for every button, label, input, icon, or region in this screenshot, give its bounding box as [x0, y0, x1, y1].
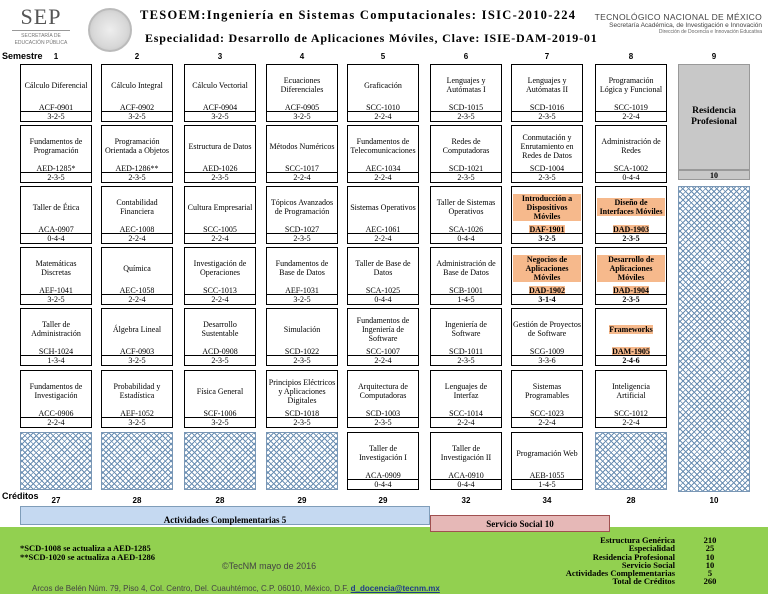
course-card[interactable]	[266, 125, 338, 183]
course-code: AEC-1061	[365, 225, 401, 234]
course-name: Taller de Investigación I	[359, 444, 407, 462]
course-card[interactable]	[20, 186, 92, 244]
residencia-hatched-area	[678, 186, 750, 492]
course-card[interactable]	[266, 186, 338, 244]
course-credits: 2-3-5	[431, 172, 501, 182]
course-name: Taller de Sistemas Operativos	[436, 198, 496, 216]
course-name: Conmutación y Enrutamiento en Redes de Datos	[520, 132, 574, 160]
summary-values	[690, 536, 730, 586]
course-code: AEC-1008	[119, 225, 155, 234]
summary-value: 10	[705, 559, 715, 570]
summary-value: 25	[705, 543, 715, 554]
course-card[interactable]	[101, 370, 173, 428]
course-code: SCA-1025	[365, 286, 401, 295]
semester-number: 3	[217, 52, 223, 61]
course-card[interactable]	[20, 125, 92, 183]
course-card[interactable]	[20, 64, 92, 122]
course-card[interactable]	[184, 247, 256, 305]
course-name: Taller de Investigación II	[440, 444, 492, 462]
summary-value: 10	[705, 551, 715, 562]
course-code: AEF-1031	[285, 286, 319, 295]
course-code: AED-1026	[202, 164, 238, 173]
course-card[interactable]	[430, 308, 502, 366]
course-name: Investigación de Operaciones	[193, 259, 247, 277]
course-code: ACC-0906	[38, 409, 74, 418]
course-credits: 2-2-4	[596, 111, 666, 121]
course-name	[513, 251, 581, 285]
course-code-highlight: DAD-1903	[613, 225, 649, 234]
course-name: Taller de Administración	[31, 320, 81, 338]
residencia-profesional: Residencia Profesional	[678, 64, 750, 170]
summary-value: 210	[703, 535, 717, 545]
course-name: Inteligencia Artificial	[612, 382, 650, 400]
course-name: Lenguajes y Autómatas I	[446, 76, 486, 94]
credits-label: Créditos	[2, 491, 39, 501]
course-code: AEC-1058	[119, 286, 155, 295]
course-card[interactable]	[266, 370, 338, 428]
empty-hatched-cell	[101, 432, 173, 490]
course-name: Estructura de Datos	[188, 141, 252, 151]
page-title: TESOEM:Ingeniería en Sistemas Computacionales: ISIC-2010-224	[140, 8, 577, 22]
course-credits: 2-2-4	[21, 417, 91, 427]
course-code: SCC-1019	[614, 103, 648, 112]
course-name: Taller de Ética	[32, 202, 80, 212]
course-card[interactable]	[347, 308, 419, 366]
course-credits: 0-4-4	[348, 294, 418, 304]
course-code: SCD-1022	[284, 347, 320, 356]
course-credits: 3-2-5	[185, 111, 255, 121]
summary-label: Total de Créditos	[612, 576, 675, 587]
course-name: Taller de Base de Datos	[355, 259, 411, 277]
course-name: Tópicos Avanzados de Programación	[270, 198, 334, 216]
course-credits: 3-2-5	[102, 417, 172, 427]
course-card[interactable]	[347, 432, 419, 490]
course-card[interactable]	[595, 308, 667, 366]
course-name: Simulación	[283, 324, 321, 334]
course-card[interactable]	[430, 64, 502, 122]
tecnm-logo	[595, 12, 762, 35]
course-name: Gestión de Proyectos de Software	[513, 320, 581, 338]
course-name: Cultura Empresarial	[187, 202, 253, 212]
summary-label: Estructura Genérica	[600, 535, 675, 545]
course-code: SCA-1002	[613, 164, 649, 173]
course-card[interactable]	[511, 432, 583, 490]
semester-number: 8	[628, 52, 634, 61]
course-card[interactable]	[347, 125, 419, 183]
course-credits: 3-2-5	[267, 294, 337, 304]
course-card[interactable]	[184, 125, 256, 183]
course-code: SCD-1015	[448, 103, 484, 112]
course-code: ACA-0910	[448, 471, 484, 480]
semester-number: 1	[53, 52, 59, 61]
empty-hatched-cell	[20, 432, 92, 490]
course-name: Cálculo Integral	[111, 80, 163, 90]
course-name	[513, 190, 581, 224]
course-name: Lenguajes de Interfaz	[444, 382, 488, 400]
course-credits: 2-3-5	[21, 172, 91, 182]
course-name: Probabilidad y Estadística	[113, 382, 161, 400]
course-card[interactable]	[430, 247, 502, 305]
summary-label: Actividades Complementarias	[565, 568, 675, 579]
course-code: SCC-1010	[366, 103, 400, 112]
course-credits: 2-2-4	[512, 417, 582, 427]
course-credits: 2-4-6	[596, 355, 666, 365]
course-card[interactable]	[347, 370, 419, 428]
summary-label: Especialidad	[628, 543, 675, 554]
course-credits: 2-2-4	[102, 294, 172, 304]
course-code: SCH-1024	[38, 347, 74, 356]
course-card[interactable]	[347, 186, 419, 244]
course-credits: 2-3-5	[348, 417, 418, 427]
course-card[interactable]	[184, 370, 256, 428]
course-credits: 2-2-4	[348, 355, 418, 365]
course-name: Arquitectura de Computadoras	[358, 382, 408, 400]
course-card[interactable]	[511, 186, 583, 244]
semester-number: 6	[463, 52, 469, 61]
course-card[interactable]	[347, 247, 419, 305]
address-text: Arcos de Belén Núm. 79, Piso 4, Col. Centro, Del. Cuauhtémoc, C.P. 06010, México, D.F.	[32, 584, 351, 593]
course-name: Programación Orientada a Objetos	[105, 137, 169, 155]
course-credits: 2-3-5	[267, 417, 337, 427]
course-credits: 2-3-5	[512, 111, 582, 121]
course-code: SCB-1001	[449, 286, 483, 295]
course-card[interactable]	[347, 64, 419, 122]
course-name: Principios Eléctricos y Aplicaciones Digitales	[268, 377, 336, 405]
course-name: Sistemas Programables	[525, 382, 569, 400]
course-credits: 0-4-4	[431, 233, 501, 243]
course-name-highlight: Diseño de Interfaces Móviles	[597, 198, 665, 216]
course-code: ACF-0901	[38, 103, 74, 112]
semester-credits: 10	[709, 496, 719, 505]
course-card[interactable]	[511, 125, 583, 183]
empty-hatched-cell	[184, 432, 256, 490]
course-card[interactable]	[101, 186, 173, 244]
course-name: Lenguajes y Autómatas II	[526, 76, 568, 94]
course-code: SCC-1017	[285, 164, 319, 173]
course-code: SCD-1021	[448, 164, 484, 173]
course-name	[597, 190, 665, 224]
course-credits: 2-2-4	[102, 233, 172, 243]
course-credits: 2-3-5	[185, 355, 255, 365]
course-name: Ecuaciones Diferenciales	[280, 76, 324, 94]
summary-label: Servicio Social	[621, 559, 675, 570]
course-credits: 2-3-5	[596, 294, 666, 304]
course-card[interactable]	[595, 247, 667, 305]
sep-logo	[6, 6, 76, 54]
course-code: SCC-1014	[449, 409, 483, 418]
course-code: SCG-1009	[529, 347, 565, 356]
course-code: AEB-1055	[529, 471, 565, 480]
course-name: Álgebra Lineal	[112, 324, 162, 334]
course-code: ACA-0907	[38, 225, 74, 234]
course-credits: 3-1-4	[512, 294, 582, 304]
course-name	[597, 312, 665, 346]
course-code: ACF-0903	[119, 347, 155, 356]
course-code-highlight: DAD-1904	[613, 286, 649, 295]
course-card[interactable]	[101, 308, 173, 366]
course-credits: 2-2-4	[431, 417, 501, 427]
semester-number: 7	[544, 52, 550, 61]
course-credits: 3-2-5	[21, 111, 91, 121]
tecnm-subtitle-2: Dirección de Docencia e Innovación Educativa	[658, 29, 762, 35]
course-code: ACF-0905	[284, 103, 320, 112]
course-credits: 2-3-5	[431, 111, 501, 121]
course-code: ACA-0909	[365, 471, 401, 480]
course-code: ACD-0908	[202, 347, 238, 356]
semester-credits: 28	[215, 496, 225, 505]
course-card[interactable]	[20, 370, 92, 428]
course-card[interactable]	[101, 247, 173, 305]
course-card[interactable]	[511, 64, 583, 122]
semester-credits: 28	[132, 496, 142, 505]
residencia-credits: 10	[678, 170, 750, 180]
course-card[interactable]	[511, 247, 583, 305]
summary-labels	[500, 536, 675, 586]
note-1: *SCD-1008 se actualiza a AED-1285	[20, 543, 151, 553]
coat-of-arms-seal	[88, 8, 132, 52]
course-name: Administración de Redes	[601, 137, 661, 155]
course-name: Contabilidad Financiera	[116, 198, 158, 216]
course-credits: 3-3-6	[512, 355, 582, 365]
course-name: Ingeniería de Software	[445, 320, 487, 338]
course-credits: 2-2-4	[185, 294, 255, 304]
course-code: SCD-1027	[284, 225, 320, 234]
course-code: SCC-1012	[614, 409, 648, 418]
course-card[interactable]	[184, 308, 256, 366]
course-credits: 0-4-4	[596, 172, 666, 182]
course-card[interactable]	[595, 125, 667, 183]
course-name: Sistemas Operativos	[350, 202, 416, 212]
course-card[interactable]	[184, 64, 256, 122]
course-code: SCC-1007	[366, 347, 400, 356]
course-name: Redes de Computadoras	[442, 137, 490, 155]
course-name: Fundamentos de Telecomunicaciones	[350, 137, 416, 155]
course-credits: 2-2-4	[185, 233, 255, 243]
course-name: Desarrollo Sustentable	[201, 320, 239, 338]
course-name: Graficación	[364, 80, 402, 90]
course-card[interactable]	[101, 125, 173, 183]
course-card[interactable]	[266, 247, 338, 305]
update-notes	[20, 544, 155, 562]
course-credits: 2-3-5	[102, 172, 172, 182]
empty-hatched-cell	[266, 432, 338, 490]
course-name	[597, 251, 665, 285]
semester-credits: 34	[542, 496, 552, 505]
course-card[interactable]	[184, 186, 256, 244]
tecnm-name: TECNOLÓGICO NACIONAL DE MÉXICO	[594, 12, 762, 22]
course-code: SCD-1016	[529, 103, 565, 112]
course-card[interactable]	[430, 370, 502, 428]
tecnm-subtitle: Secretaría Académica, de Investigación e Innovación	[609, 22, 762, 29]
course-card[interactable]	[511, 308, 583, 366]
course-code-highlight: DAM-1905	[612, 347, 650, 356]
course-credits: 3-2-5	[267, 111, 337, 121]
course-card[interactable]	[266, 64, 338, 122]
semester-number: 9	[711, 52, 717, 61]
semester-number: 4	[299, 52, 305, 61]
course-code: AED-1286**	[115, 164, 159, 173]
address-line	[32, 584, 440, 593]
course-code: AEC-1034	[365, 164, 401, 173]
course-credits: 2-2-4	[596, 417, 666, 427]
course-card[interactable]	[266, 308, 338, 366]
course-credits: 3-2-5	[185, 417, 255, 427]
course-code: SCD-1003	[365, 409, 401, 418]
course-card[interactable]	[101, 64, 173, 122]
semester-credits: 29	[297, 496, 307, 505]
course-credits: 2-2-4	[348, 172, 418, 182]
course-card[interactable]	[430, 186, 502, 244]
course-code-highlight: DAD-1902	[529, 286, 565, 295]
course-credits: 3-2-5	[512, 233, 582, 243]
course-credits: 2-2-4	[267, 172, 337, 182]
course-code: AED-1285*	[36, 164, 76, 173]
course-name: Fundamentos de Programación	[29, 137, 83, 155]
course-card[interactable]	[430, 432, 502, 490]
course-code: ACF-0902	[119, 103, 155, 112]
course-name: Programación Lógica y Funcional	[599, 76, 663, 94]
course-credits: 2-3-5	[267, 355, 337, 365]
course-code: SCC-1023	[530, 409, 564, 418]
course-card[interactable]	[511, 370, 583, 428]
course-name: Fundamentos de Investigación	[29, 382, 83, 400]
course-card[interactable]	[20, 247, 92, 305]
course-name: Física General	[196, 386, 244, 396]
course-name: Fundamentos de Ingeniería de Software	[356, 315, 410, 343]
course-credits: 2-3-5	[596, 233, 666, 243]
course-name: Administración de Base de Datos	[436, 259, 496, 277]
course-credits: 1-3-4	[21, 355, 91, 365]
summary-value: 5	[707, 568, 713, 579]
email-link[interactable]: d_docencia@tecnm.mx	[350, 584, 440, 593]
course-card[interactable]	[20, 308, 92, 366]
empty-hatched-cell	[595, 432, 667, 490]
course-name: Química	[123, 263, 151, 273]
course-name-highlight: Negocios de Aplicaciones Móviles	[513, 255, 581, 282]
course-name-highlight: Introducción a Dispositivos Móviles	[513, 194, 581, 221]
semester-credits: 32	[461, 496, 471, 505]
course-code: SCF-1006	[203, 409, 237, 418]
course-code: SCC-1013	[203, 286, 237, 295]
course-card[interactable]	[430, 125, 502, 183]
course-name: Cálculo Diferencial	[24, 80, 88, 90]
semester-number: 2	[134, 52, 140, 61]
note-2: **SCD-1020 se actualiza a AED-1286	[20, 552, 156, 562]
semester-credits: 28	[626, 496, 636, 505]
course-credits: 3-2-5	[102, 111, 172, 121]
course-credits: 2-3-5	[267, 233, 337, 243]
course-credits: 2-2-4	[348, 233, 418, 243]
specialty-title: Especialidad: Desarrollo de Aplicaciones Móviles, Clave: ISIE-DAM-2019-01	[145, 31, 598, 45]
course-credits: 0-4-4	[21, 233, 91, 243]
course-code: ACF-0904	[202, 103, 238, 112]
sep-logo-subtext: SECRETARÍA DE EDUCACIÓN PÚBLICA	[14, 33, 68, 46]
semester-credits: 27	[51, 496, 61, 505]
course-code: SCA-1026	[448, 225, 484, 234]
semester-label: Semestre	[2, 51, 43, 61]
course-credits: 0-4-4	[348, 479, 418, 489]
course-name: Matemáticas Discretas	[35, 259, 77, 277]
course-name-highlight: Desarrollo de Aplicaciones Móviles	[597, 255, 665, 282]
course-code: AEF-1052	[120, 409, 154, 418]
course-credits: 2-3-5	[431, 355, 501, 365]
semester-number: 5	[380, 52, 386, 61]
course-credits: 1-4-5	[512, 479, 582, 489]
servicio-social: Servicio Social 10	[430, 515, 610, 532]
course-name: Métodos Numéricos	[269, 141, 335, 151]
semester-credits: 29	[378, 496, 388, 505]
course-code: SCC-1005	[203, 225, 237, 234]
course-credits: 1-4-5	[431, 294, 501, 304]
course-code: SCD-1018	[284, 409, 320, 418]
course-credits: 3-2-5	[102, 355, 172, 365]
summary-label: Residencia Profesional	[592, 551, 675, 562]
summary-value: 260	[703, 576, 717, 587]
course-card[interactable]	[595, 64, 667, 122]
course-name-highlight: Frameworks	[609, 324, 653, 334]
course-name: Cálculo Vectorial	[192, 80, 248, 90]
course-credits: 2-3-5	[185, 172, 255, 182]
course-code: SCD-1004	[529, 164, 565, 173]
course-name: Programación Web	[516, 448, 578, 458]
course-credits: 2-3-5	[512, 172, 582, 182]
course-name: Fundamentos de Base de Datos	[275, 259, 329, 277]
course-card[interactable]	[595, 370, 667, 428]
actividades-complementarias: Actividades Complementarias 5	[20, 506, 430, 525]
course-code: SCD-1011	[449, 347, 483, 356]
sep-logo-text: SEP	[20, 4, 62, 29]
tecnm-date: ©TecNM mayo de 2016	[222, 561, 317, 571]
course-credits: 2-2-4	[348, 111, 418, 121]
course-credits: 3-2-5	[21, 294, 91, 304]
course-credits: 0-4-4	[431, 479, 501, 489]
course-card[interactable]	[595, 186, 667, 244]
course-code: AEF-1041	[39, 286, 73, 295]
course-code-highlight: DAF-1901	[529, 225, 565, 234]
